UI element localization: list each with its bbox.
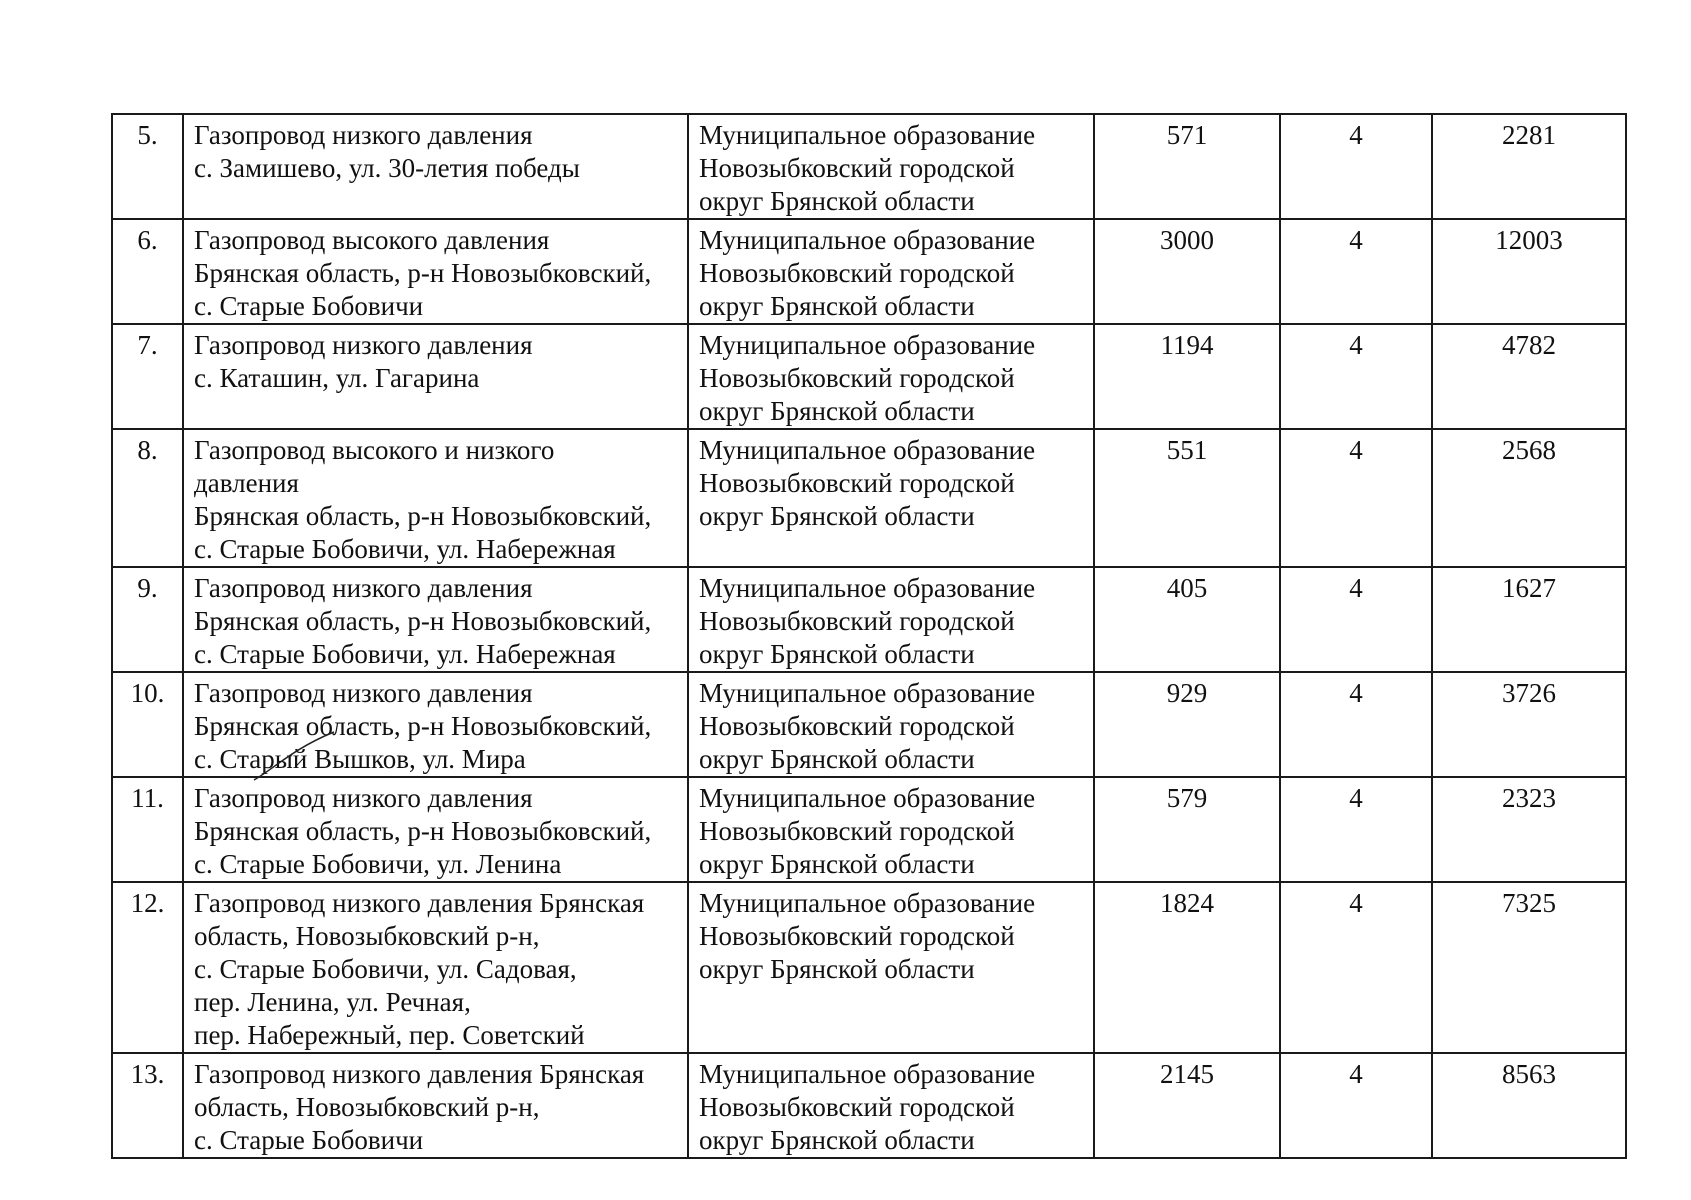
length-cell [1094,672,1280,777]
object-name-line: Газопровод высокого давления [194,225,550,255]
row-number: 12. [130,888,165,918]
owner-line: Новозыбковский городской [699,258,1015,288]
owner-line: Новозыбковский городской [699,363,1015,393]
row-number: 13. [130,1059,165,1089]
object-name-cell [183,567,688,672]
object-name-line: с. Старые Бобовичи, ул. Садовая, [194,954,577,984]
quantity-cell [1280,219,1432,324]
owner-line: Муниципальное образование [699,783,1036,813]
length-cell [1094,429,1280,567]
row-number: 6. [137,225,158,255]
row-number: 9. [137,573,158,603]
object-name-line: Газопровод низкого давления [194,120,533,150]
row-number-cell [112,429,183,567]
owner-line: округ Брянской области [699,639,975,669]
total-cell [1432,114,1626,219]
total-cell [1432,567,1626,672]
total-value: 12003 [1495,225,1563,255]
owner-line: округ Брянской области [699,1125,975,1155]
object-name-cell [183,672,688,777]
object-name-line: с. Старые Бобовичи [194,291,424,321]
object-name-line: Газопровод низкого давления [194,330,533,360]
object-name-cell [183,1053,688,1158]
table-row [112,429,1626,567]
owner-line: Новозыбковский городской [699,468,1015,498]
owner-cell [688,324,1094,429]
quantity-cell [1280,1053,1432,1158]
table-row [112,672,1626,777]
row-number: 7. [137,330,158,360]
row-number-cell [112,324,183,429]
owner-cell [688,882,1094,1053]
total-value: 1627 [1502,573,1556,603]
object-name-line: Брянская область, р-н Новозыбковский, [194,816,652,846]
length-cell [1094,882,1280,1053]
table-body [112,114,1626,1158]
owner-line: Муниципальное образование [699,435,1036,465]
owner-line: округ Брянской области [699,291,975,321]
table-row [112,882,1626,1053]
quantity-value: 4 [1349,783,1363,813]
object-name-line: область, Новозыбковский р-н, [194,921,540,951]
owner-line: Новозыбковский городской [699,921,1015,951]
length-value: 579 [1166,783,1208,813]
object-name-line: пер. Ленина, ул. Речная, [194,987,471,1017]
quantity-cell [1280,882,1432,1053]
total-cell [1432,882,1626,1053]
row-number-cell [112,672,183,777]
object-name-line: Газопровод низкого давления [194,573,533,603]
owner-line: округ Брянской области [699,954,975,984]
owner-cell [688,777,1094,882]
object-name-line: с. Старые Бобовичи, ул. Ленина [194,849,562,879]
object-name-line: Брянская область, р-н Новозыбковский, [194,606,652,636]
gas-pipeline-table [111,113,1627,1159]
row-number-cell [112,777,183,882]
object-name-line: область, Новозыбковский р-н, [194,1092,540,1122]
object-name-line: пер. Набережный, пер. Советский [194,1020,585,1050]
owner-line: Муниципальное образование [699,573,1036,603]
total-cell [1432,219,1626,324]
row-number: 5. [137,120,158,150]
quantity-cell [1280,777,1432,882]
quantity-cell [1280,567,1432,672]
total-value: 7325 [1502,888,1556,918]
object-name-line: Брянская область, р-н Новозыбковский, [194,711,652,741]
length-value: 1824 [1160,888,1214,918]
total-cell [1432,324,1626,429]
length-cell [1094,567,1280,672]
owner-line: округ Брянской области [699,396,975,426]
object-name-line: с. Старые Бобовичи, ул. Набережная [194,639,616,669]
total-value: 8563 [1502,1059,1556,1089]
object-name-line: с. Старые Бобовичи, ул. Набережная [194,534,616,564]
object-name-cell [183,777,688,882]
owner-line: Муниципальное образование [699,330,1036,360]
table-row [112,777,1626,882]
object-name-line: с. Старые Бобовичи [194,1125,424,1155]
total-cell [1432,672,1626,777]
row-number-cell [112,882,183,1053]
object-name-cell [183,114,688,219]
owner-cell [688,429,1094,567]
quantity-value: 4 [1349,225,1363,255]
length-cell [1094,324,1280,429]
object-name-line: давления [194,468,299,498]
owner-cell [688,1053,1094,1158]
owner-line: округ Брянской области [699,186,975,216]
length-value: 551 [1166,435,1208,465]
total-value: 4782 [1502,330,1556,360]
owner-line: округ Брянской области [699,744,975,774]
quantity-cell [1280,114,1432,219]
total-value: 2281 [1502,120,1556,150]
length-value: 571 [1166,120,1208,150]
object-name-line: Газопровод низкого давления Брянская [194,1059,645,1089]
object-name-cell [183,882,688,1053]
owner-line: округ Брянской области [699,501,975,531]
owner-cell [688,567,1094,672]
total-cell [1432,1053,1626,1158]
total-value: 3726 [1502,678,1556,708]
row-number-cell [112,567,183,672]
owner-line: Муниципальное образование [699,120,1036,150]
table-row [112,567,1626,672]
row-number-cell [112,114,183,219]
object-name-line: Брянская область, р-н Новозыбковский, [194,501,652,531]
object-name-line: с. Старый Вышков, ул. Мира [194,744,526,774]
owner-line: Новозыбковский городской [699,1092,1015,1122]
length-cell [1094,1053,1280,1158]
owner-line: Муниципальное образование [699,225,1036,255]
owner-cell [688,219,1094,324]
object-name-line: с. Каташин, ул. Гагарина [194,363,480,393]
quantity-value: 4 [1349,888,1363,918]
length-value: 2145 [1160,1059,1214,1089]
object-name-cell [183,324,688,429]
owner-cell [688,672,1094,777]
length-value: 405 [1166,573,1208,603]
object-name-line: Газопровод низкого давления [194,678,533,708]
row-number: 10. [130,678,165,708]
table-row [112,1053,1626,1158]
object-name-line: Газопровод низкого давления Брянская [194,888,645,918]
owner-line: Новозыбковский городской [699,711,1015,741]
total-cell [1432,429,1626,567]
owner-line: Новозыбковский городской [699,816,1015,846]
owner-line: Муниципальное образование [699,888,1036,918]
row-number-cell [112,219,183,324]
length-value: 3000 [1160,225,1214,255]
table-row [112,324,1626,429]
quantity-cell [1280,672,1432,777]
quantity-value: 4 [1349,330,1363,360]
owner-cell [688,114,1094,219]
owner-line: Муниципальное образование [699,678,1036,708]
row-number-cell [112,1053,183,1158]
total-cell [1432,777,1626,882]
table-row [112,114,1626,219]
length-cell [1094,114,1280,219]
object-name-cell [183,219,688,324]
owner-line: Новозыбковский городской [699,606,1015,636]
length-cell [1094,219,1280,324]
table-row [112,219,1626,324]
quantity-cell [1280,324,1432,429]
row-number: 11. [131,783,164,813]
quantity-value: 4 [1349,573,1363,603]
total-value: 2323 [1502,783,1556,813]
object-name-cell [183,429,688,567]
quantity-value: 4 [1349,120,1363,150]
object-name-line: Газопровод низкого давления [194,783,533,813]
object-name-line: Брянская область, р-н Новозыбковский, [194,258,652,288]
owner-line: Муниципальное образование [699,1059,1036,1089]
object-name-line: Газопровод высокого и низкого [194,435,555,465]
length-cell [1094,777,1280,882]
length-value: 929 [1166,678,1208,708]
quantity-cell [1280,429,1432,567]
total-value: 2568 [1502,435,1556,465]
owner-line: Новозыбковский городской [699,153,1015,183]
object-name-line: с. Замишево, ул. 30-летия победы [194,153,580,183]
quantity-value: 4 [1349,1059,1363,1089]
owner-line: округ Брянской области [699,849,975,879]
length-value: 1194 [1160,330,1214,360]
row-number: 8. [137,435,158,465]
quantity-value: 4 [1349,435,1363,465]
quantity-value: 4 [1349,678,1363,708]
